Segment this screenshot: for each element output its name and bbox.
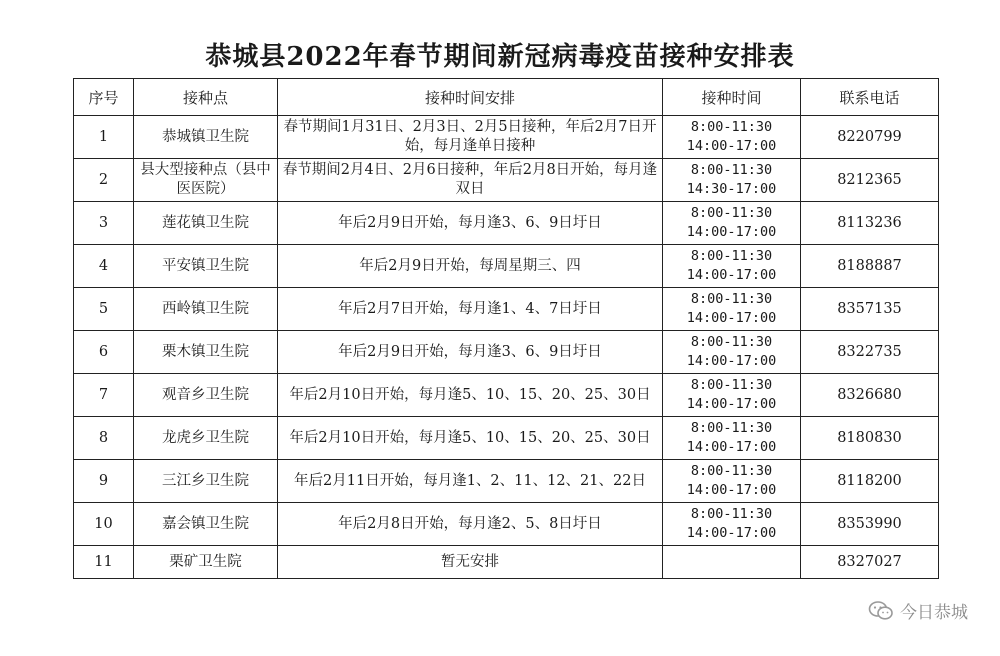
row-no: 3: [74, 202, 134, 245]
phone-number: 8113236: [801, 202, 939, 245]
site-name: 西岭镇卫生院: [134, 288, 278, 331]
time-afternoon: 14:00-17:00: [686, 138, 777, 154]
watermark-text: 今日恭城: [900, 603, 968, 623]
site-name: 恭城镇卫生院: [134, 116, 278, 159]
row-no: 8: [74, 417, 134, 460]
row-no: 7: [74, 374, 134, 417]
vaccination-schedule-table: [73, 78, 939, 579]
time-afternoon: 14:00-17:00: [686, 310, 777, 326]
time-morning: 8:00-11:30: [690, 506, 773, 522]
arrangement-text: 年后2月7日开始，每月逢1、4、7日圩日: [278, 288, 663, 331]
time-slots: [663, 503, 801, 546]
arrangement-text: 年后2月10日开始，每月逢5、10、15、20、25、30日: [278, 417, 663, 460]
table-row: [74, 159, 939, 202]
arrangement-text: 年后2月9日开始，每月逢3、6、9日圩日: [278, 331, 663, 374]
table-row: [74, 202, 939, 245]
table-row: [74, 116, 939, 159]
time-slots: [663, 546, 801, 579]
time-slots: [663, 288, 801, 331]
table-row: [74, 503, 939, 546]
time-morning: 8:00-11:30: [690, 420, 773, 436]
arrangement-text: 年后2月11日开始，每月逢1、2、11、12、21、22日: [278, 460, 663, 503]
time-afternoon: 14:00-17:00: [686, 482, 777, 498]
arrangement-text: 年后2月9日开始，每月逢3、6、9日圩日: [278, 202, 663, 245]
time-morning: 8:00-11:30: [690, 119, 773, 135]
time-afternoon: 14:30-17:00: [686, 181, 777, 197]
phone-number: 8326680: [801, 374, 939, 417]
table-row: [74, 288, 939, 331]
time-afternoon: 14:00-17:00: [686, 396, 777, 412]
row-no: 10: [74, 503, 134, 546]
site-name: 嘉会镇卫生院: [134, 503, 278, 546]
time-morning: 8:00-11:30: [690, 248, 773, 264]
time-morning: 8:00-11:30: [690, 463, 773, 479]
header-phone: 联系电话: [801, 79, 939, 116]
time-slots: [663, 116, 801, 159]
site-name: 三江乡卫生院: [134, 460, 278, 503]
phone-number: 8353990: [801, 503, 939, 546]
table-row: [74, 460, 939, 503]
time-slots: [663, 202, 801, 245]
time-slots: [663, 331, 801, 374]
wechat-icon: [868, 600, 894, 622]
time-morning: 8:00-11:30: [690, 205, 773, 221]
table-row: [74, 245, 939, 288]
time-morning: 8:00-11:30: [690, 291, 773, 307]
arrangement-text: 年后2月9日开始，每周星期三、四: [278, 245, 663, 288]
phone-number: 8118200: [801, 460, 939, 503]
row-no: 6: [74, 331, 134, 374]
site-name: 莲花镇卫生院: [134, 202, 278, 245]
arrangement-text: 暂无安排: [278, 546, 663, 579]
table-row: [74, 374, 939, 417]
header-arrangement: 接种时间安排: [278, 79, 663, 116]
table-header-row: [74, 79, 939, 116]
phone-number: 8220799: [801, 116, 939, 159]
row-no: 11: [74, 546, 134, 579]
row-no: 4: [74, 245, 134, 288]
phone-number: 8188887: [801, 245, 939, 288]
row-no: 5: [74, 288, 134, 331]
table-row: [74, 331, 939, 374]
arrangement-text: 春节期间1月31日、2月3日、2月5日接种，年后2月7日开始，每月逢单日接种: [278, 116, 663, 159]
row-no: 2: [74, 159, 134, 202]
time-slots: [663, 417, 801, 460]
site-name: 县大型接种点（县中医医院）: [134, 159, 278, 202]
phone-number: 8357135: [801, 288, 939, 331]
table-row: [74, 546, 939, 579]
watermark: [868, 598, 968, 623]
time-afternoon: 14:00-17:00: [686, 224, 777, 240]
site-name: 栗木镇卫生院: [134, 331, 278, 374]
page-title: 恭城县2022年春节期间新冠病毒疫苗接种安排表: [205, 42, 795, 72]
phone-number: 8180830: [801, 417, 939, 460]
time-morning: 8:00-11:30: [690, 377, 773, 393]
time-afternoon: 14:00-17:00: [686, 267, 777, 283]
header-site: 接种点: [134, 79, 278, 116]
time-afternoon: 14:00-17:00: [686, 439, 777, 455]
site-name: 龙虎乡卫生院: [134, 417, 278, 460]
site-name: 栗矿卫生院: [134, 546, 278, 579]
arrangement-text: 年后2月8日开始，每月逢2、5、8日圩日: [278, 503, 663, 546]
arrangement-text: 年后2月10日开始，每月逢5、10、15、20、25、30日: [278, 374, 663, 417]
time-slots: [663, 159, 801, 202]
site-name: 观音乡卫生院: [134, 374, 278, 417]
row-no: 9: [74, 460, 134, 503]
arrangement-text: 春节期间2月4日、2月6日接种，年后2月8日开始，每月逢双日: [278, 159, 663, 202]
table-row: [74, 417, 939, 460]
phone-number: 8212365: [801, 159, 939, 202]
header-time: 接种时间: [663, 79, 801, 116]
time-afternoon: 14:00-17:00: [686, 353, 777, 369]
time-morning: 8:00-11:30: [690, 334, 773, 350]
time-slots: [663, 374, 801, 417]
row-no: 1: [74, 116, 134, 159]
time-slots: [663, 245, 801, 288]
time-slots: [663, 460, 801, 503]
header-no: 序号: [74, 79, 134, 116]
phone-number: 8322735: [801, 331, 939, 374]
site-name: 平安镇卫生院: [134, 245, 278, 288]
time-morning: 8:00-11:30: [690, 162, 773, 178]
time-afternoon: 14:00-17:00: [686, 525, 777, 541]
phone-number: 8327027: [801, 546, 939, 579]
